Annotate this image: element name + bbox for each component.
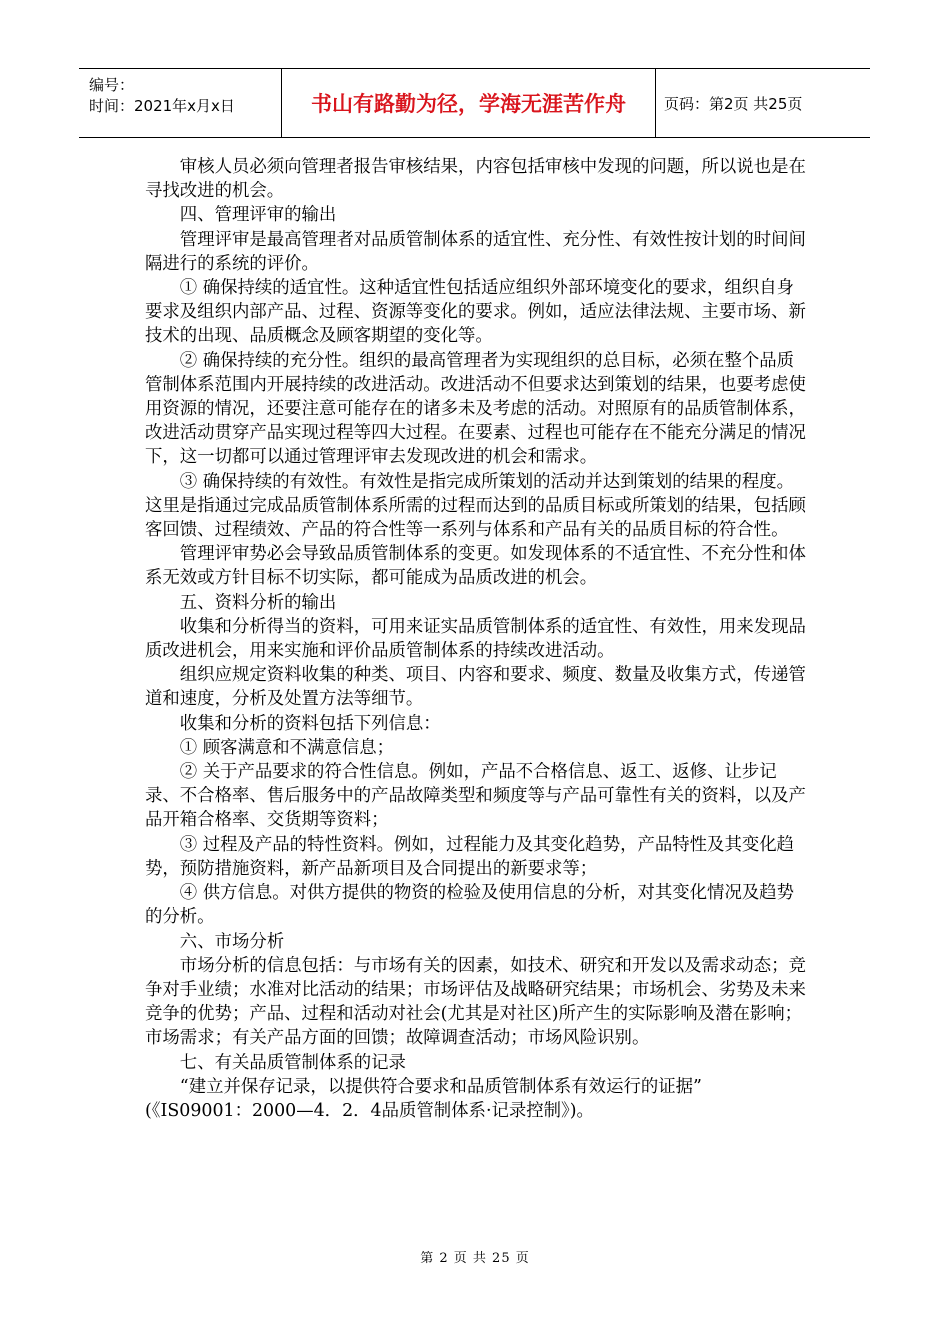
header-motto: 书山有路勤为径，学海无涯苦作舟 <box>311 92 626 116</box>
body-paragraph: 收集和分析得当的资料，可用来证实品质管制体系的适宜性、有效性，用来发现品质改进机会，用来实施和评价品质管制体系的持续改进活动。 <box>145 616 806 662</box>
body-paragraph: (《IS09001：2000—4．2．4品质管制体系·记录控制》)。 <box>145 1100 594 1121</box>
document-number-label: 编号： <box>89 76 135 94</box>
section-heading: 六、市场分析 <box>179 931 285 952</box>
section-heading: 四、管理评审的输出 <box>179 205 337 226</box>
body-paragraph: 审核人员必须向管理者报告审核结果，内容包括审核中发现的问题，所以说也是在寻找改进的机会。 <box>145 157 806 202</box>
page-header <box>79 68 870 138</box>
page-footer: 第 2 页 共 25 页 <box>420 1251 530 1266</box>
body-paragraph: 市场分析的信息包括：与市场有关的因素，如技术、研究和开发以及需求动态；竞争对手业绩；水准对比活动的结果；市场评估及战略研究结果；市场机会、劣势及未来竞争的优势；产品、过程和活动对社会(尤其是对社区)所产生的实际影响及潜在影响；市场需求；有关产品方面的回馈；故障调查活动；市场风险识别。 <box>145 955 806 1049</box>
body-paragraph: “建立并保存记录，以提供符合要求和品质管制体系有效运行的证据” <box>179 1076 702 1097</box>
body-paragraph: 收集和分析的资料包括下列信息： <box>179 713 441 734</box>
header-motto-cell <box>281 69 656 137</box>
body-paragraph: 管理评审是最高管理者对品质管制体系的适宜性、充分性、有效性按计划的时间间隔进行的系统的评价。 <box>145 229 806 274</box>
body-paragraph: 管理评审势必会导致品质管制体系的变更。如发现体系的不适宜性、不充分性和体系无效或方针目标不切实际，都可能成为品质改进的机会。 <box>145 544 806 589</box>
header-page-cell <box>656 69 870 137</box>
header-page-info: 页码：第2页 共25页 <box>664 94 803 113</box>
header-left-cell <box>79 69 281 137</box>
body-paragraph: ① 确保持续的适宜性。这种适宜性包括适应组织外部环境变化的要求，组织自身要求及组织内部产品、过程、资源等变化的要求。例如，适应法律法规、主要市场、新技术的出现、品质概念及顾客期望的变化等。 <box>145 278 806 347</box>
document-body <box>145 155 811 1123</box>
list-item: ② 关于产品要求的符合性信息。例如，产品不合格信息、返工、返修、让步记录、不合格率、售后服务中的产品故障类型和频度等与产品可靠性有关的资料，以及产品开箱合格率、交货期等资料； <box>145 762 806 831</box>
document-date-label: 时间：2021年x月x日 <box>89 97 235 115</box>
body-paragraph: ③ 确保持续的有效性。有效性是指完成所策划的活动并达到策划的结果的程度。这里是指通过完成品质管制体系所需的过程而达到的品质目标或所策划的结果，包括顾客回馈、过程绩效、产品的符合性等一系列与体系和产品有关的品质目标的符合性。 <box>145 471 806 541</box>
list-item: ① 顾客满意和不满意信息； <box>179 737 395 758</box>
body-paragraph: 组织应规定资料收集的种类、项目、内容和要求、频度、数量及收集方式，传递管道和速度，分析及处置方法等细节。 <box>145 665 806 710</box>
section-heading: 五、资料分析的输出 <box>179 592 337 613</box>
section-heading: 七、有关品质管制体系的记录 <box>179 1052 406 1073</box>
list-item: ④ 供方信息。对供方提供的物资的检验及使用信息的分析，对其变化情况及趋势的分析。 <box>145 883 795 928</box>
body-paragraph: ② 确保持续的充分性。组织的最高管理者为实现组织的总目标，必须在整个品质管制体系范围内开展持续的改进活动。改进活动不但要求达到策划的结果，也要考虑使用资源的情况，还要注意可能存在的诸多未及考虑的活动。对照原有的品质管制体系，改进活动贯穿产品实现过程等四大过程。在要素、过程也可能存在不能充分满足的情况下，这一切都可以通过管理评审去发现改进的机会和需求。 <box>145 350 806 468</box>
list-item: ③ 过程及产品的特性资料。例如，过程能力及其变化趋势，产品特性及其变化趋势，预防措施资料，新产品新项目及合同提出的新要求等； <box>145 834 795 879</box>
